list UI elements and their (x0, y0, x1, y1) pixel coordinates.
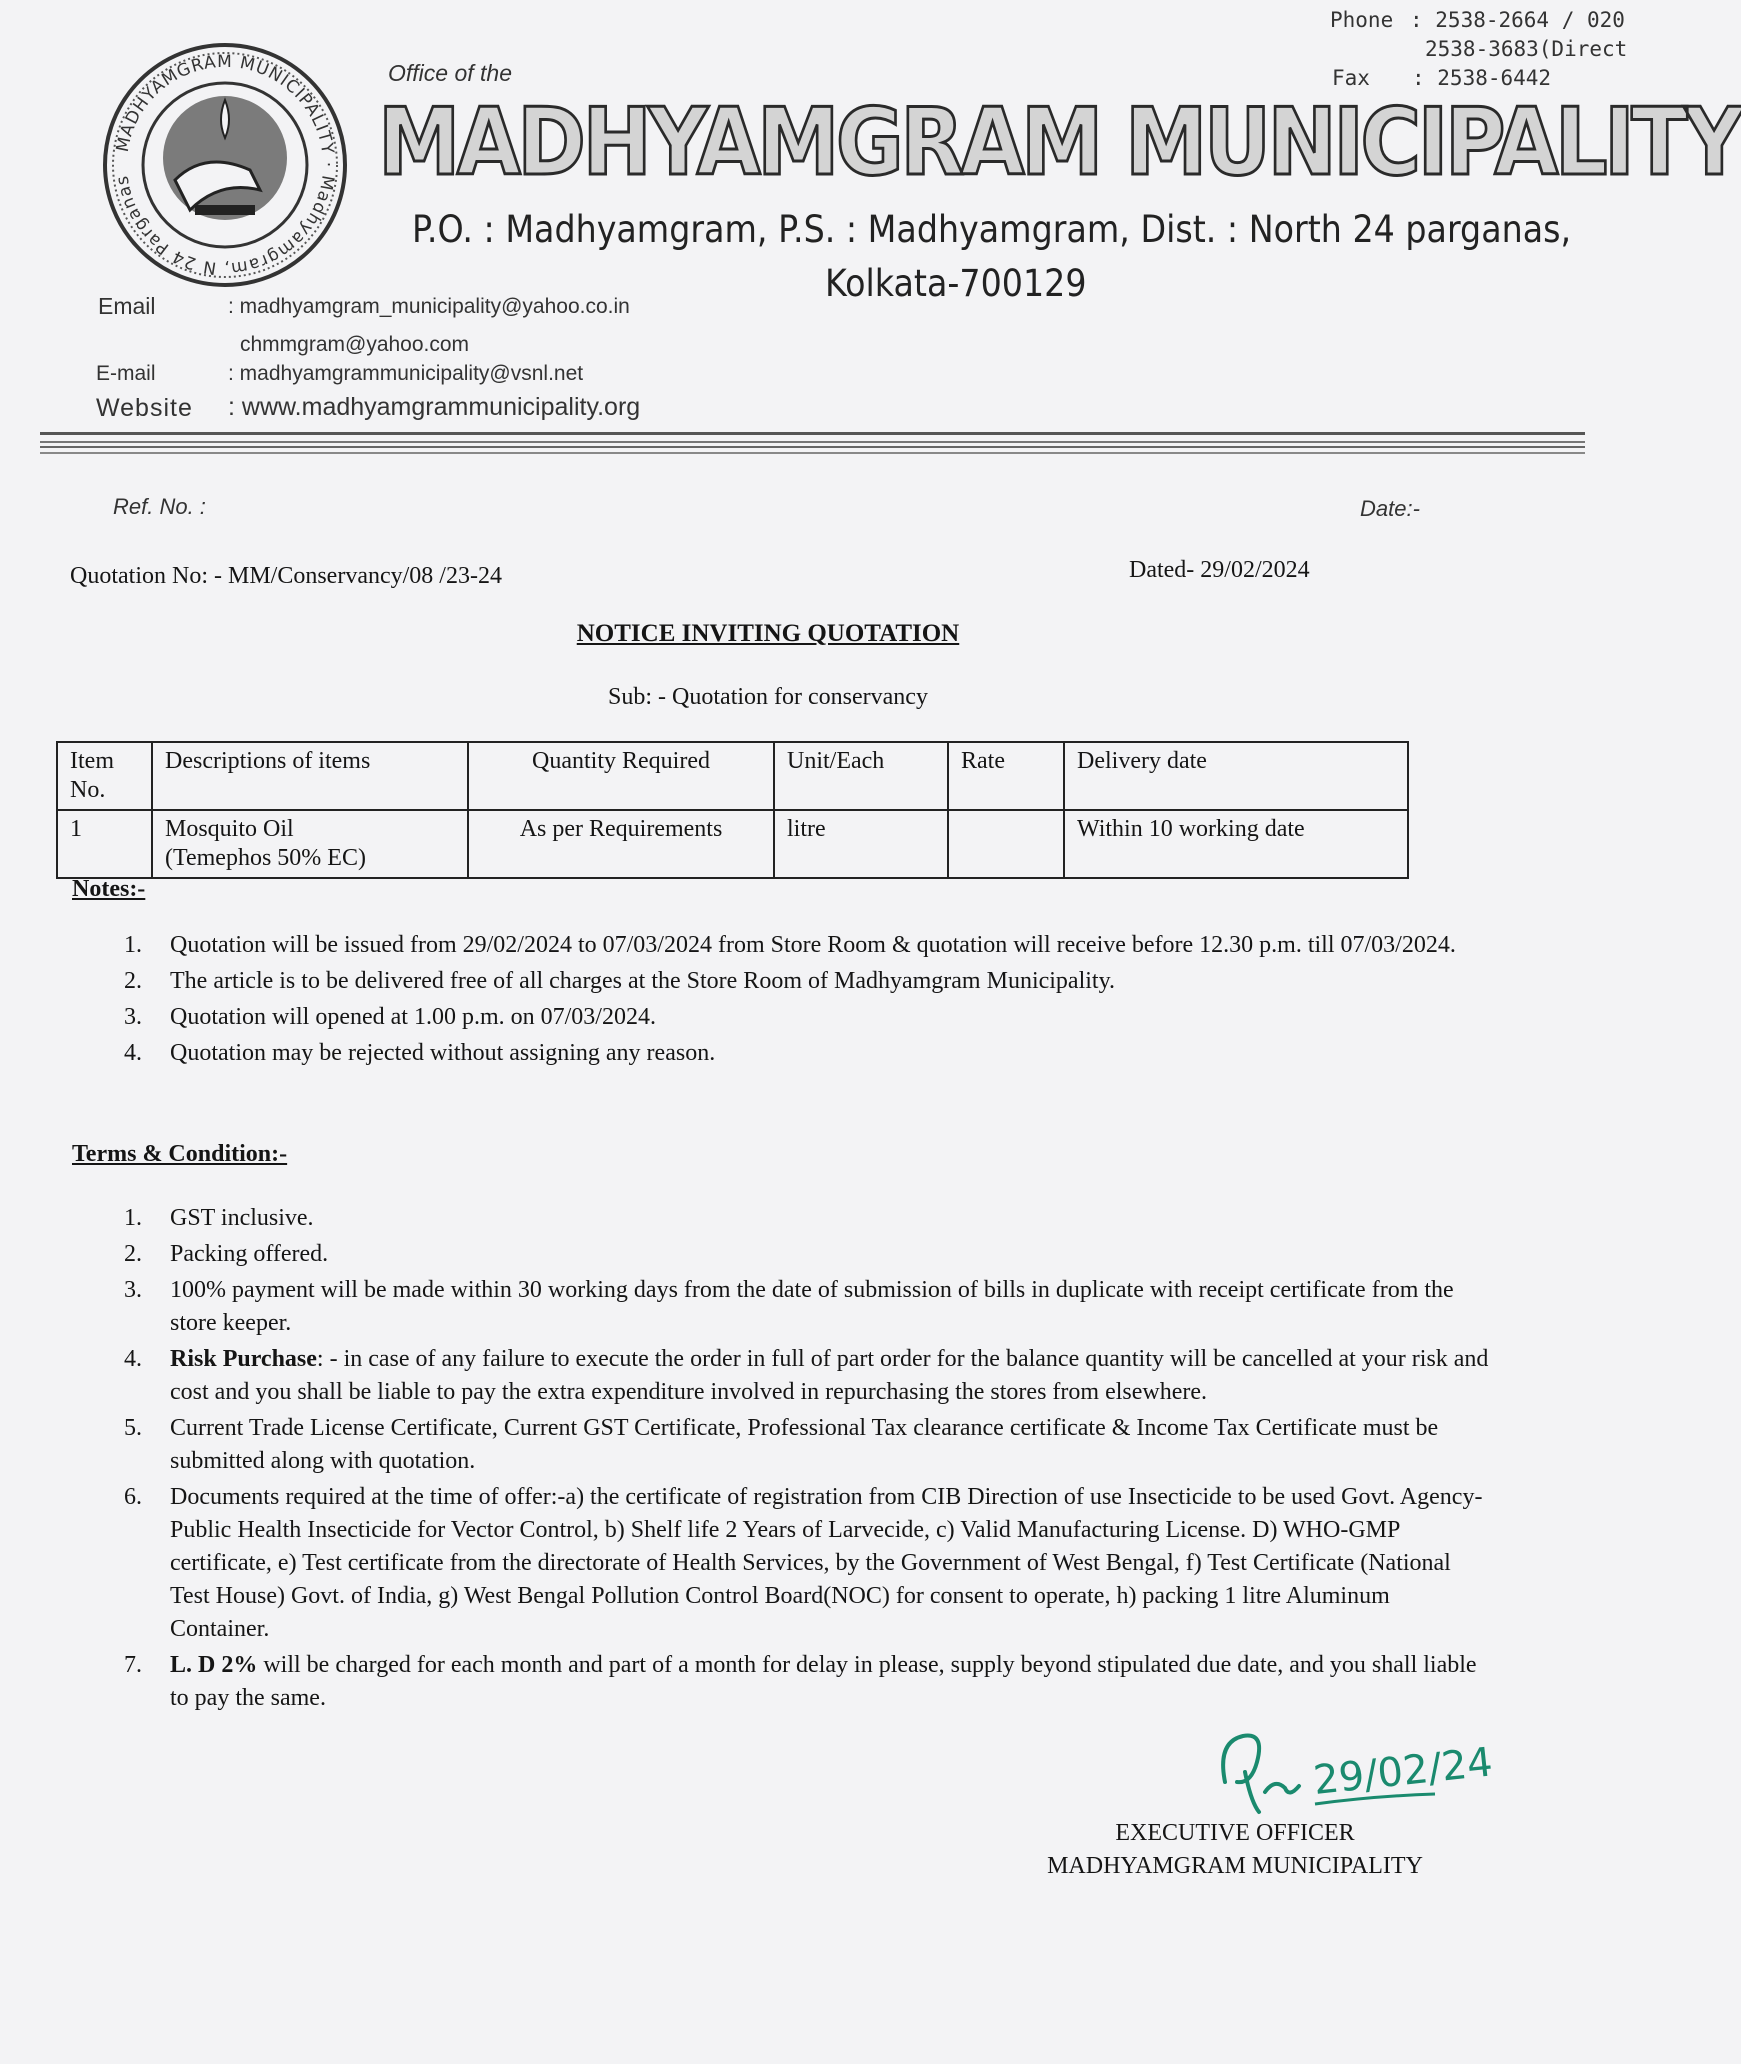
terms-list (112, 1202, 1492, 1718)
dated: Dated- 29/02/2024 (1129, 557, 1310, 583)
signatory-block (1000, 1817, 1470, 1883)
signatory-title: EXECUTIVE OFFICER (1115, 1820, 1355, 1846)
notes-list (112, 929, 1492, 1073)
header-quantity: Quantity Required (468, 742, 774, 810)
notes-heading: Notes:- (72, 876, 146, 902)
email-label: Email (98, 293, 156, 319)
term-text: Documents required at the time of offer:-a) the certificate of registration from CIB Direction of use Insecticide to be used Govt. Agency- Public Health Insecticide for Vector Control, b) Shelf life 2 Years of Larvecide, c) Valid Manufacturing License. D) WHO-GMP certificate, e) Test certificate from the directorate of Health Services, by the Government of West Bengal, f) Test Certificate (National Test House) Govt. of India, g) West Bengal Pollution Control Board(NOC) for consent to operate, h) packing 1 litre Aluminum Container. (170, 1484, 1483, 1642)
header-divider-secondary (40, 446, 1585, 454)
address-line-2: Kolkata-700129 (825, 262, 1087, 305)
office-of-label: Office of the (388, 60, 513, 86)
terms-heading: Terms & Condition:- (72, 1141, 288, 1167)
note-text: The article is to be delivered free of all charges at the Store Room of Madhyamgram Municipality. (170, 968, 1116, 994)
municipality-name: MADHYAMGRAM MUNICIPALITY (378, 88, 1741, 196)
items-table (56, 741, 1409, 879)
municipality-seal (100, 40, 350, 290)
header-delivery: Delivery date (1064, 742, 1408, 810)
phone-label: Phone (1330, 8, 1394, 32)
term-bold-label: L. D 2% (170, 1652, 258, 1678)
handwritten-signature (1215, 1722, 1495, 1832)
phone-row-2 (1330, 35, 1627, 64)
list-item: 4. Risk Purchase: - in case of any failure to execute the order in full of part order for the balance quantity will be cancelled at your risk and cost and you shall be liable to pay the extra expenditure involved in repurchasing the stores from elsewhere. (124, 1346, 1489, 1405)
phone-value-2: 2538-3683(Direct (1425, 37, 1628, 61)
phone-value: : 2538-2664 / 020 (1410, 8, 1625, 32)
fax-row (1330, 64, 1627, 93)
list-item: 1. Quotation will be issued from 29/02/2024 to 07/03/2024 from Store Room & quotation will receive before 12.30 p.m. till 07/03/2024. (124, 932, 1456, 958)
phone-row (1330, 6, 1627, 35)
ref-no-label: Ref. No. : (113, 494, 206, 519)
signatory-org: MADHYAMGRAM MUNICIPALITY (1047, 1853, 1423, 1879)
list-item: 1. GST inclusive. (124, 1205, 314, 1231)
list-item: 5. Current Trade License Certificate, Current GST Certificate, Professional Tax clearance certificate & Income Tax Certificate must be submitted along with quotation. (124, 1415, 1439, 1474)
cell-rate (948, 810, 1064, 878)
date-label: Date:- (1360, 496, 1420, 521)
list-item: 6. Documents required at the time of offer:-a) the certificate of registration from CIB Direction of use Insecticide to be used Govt. Agency- Public Health Insecticide for Vector Control, b) Shelf life 2 Years of Larvecide, c) Valid Manufacturing License. D) WHO-GMP certificate, e) Test certificate from the directorate of Health Services, by the Government of West Bengal, f) Test Certificate (National Test House) Govt. of India, g) West Bengal Pollution Control Board(NOC) for consent to operate, h) packing 1 litre Aluminum Container. (124, 1484, 1483, 1642)
term-text: Current Trade License Certificate, Current GST Certificate, Professional Tax clearance certificate & Income Tax Certificate must be submitted along with quotation. (170, 1415, 1439, 1474)
header-rate: Rate (948, 742, 1064, 810)
website-value: : www.madhyamgrammunicipality.org (228, 393, 641, 421)
list-item: 4. Quotation may be rejected without assigning any reason. (124, 1040, 716, 1066)
list-item: 7. L. D 2% will be charged for each month and part of a month for delay in please, supply beyond stipulated due date, and you shall liable to pay the same. (124, 1652, 1477, 1711)
cell-description-line1: Mosquito Oil (165, 816, 294, 842)
note-text: Quotation may be rejected without assigning any reason. (170, 1040, 716, 1066)
quotation-number: Quotation No: - MM/Conservancy/08 /23-24 (70, 563, 502, 589)
email2-value: : madhyamgrammunicipality@vsnl.net (228, 362, 584, 385)
cell-delivery: Within 10 working date (1064, 810, 1408, 878)
header-description: Descriptions of items (152, 742, 468, 810)
term-text: will be charged for each month and part of a month for delay in please, supply beyond stipulated due date, and you shall liable to pay the same. (170, 1652, 1477, 1711)
email-value-1: : madhyamgram_municipality@yahoo.co.in (228, 295, 630, 318)
header-item-no: Item No. (57, 742, 152, 810)
term-text: Packing offered. (170, 1241, 329, 1267)
term-text: GST inclusive. (170, 1205, 314, 1231)
fax-label: Fax (1332, 66, 1370, 90)
term-text: : - in case of any failure to execute the order in full of part order for the balance quantity will be cancelled at your risk and cost and you shall be liable to pay the extra expenditure involved in repurchasing the stores from elsewhere. (170, 1346, 1489, 1405)
svg-text:MADHYAMGRAM MUNICIPALITY · Mad: MADHYAMGRAM MUNICIPALITY · Madhyamgram, N 24 Parganas (112, 51, 339, 279)
list-item: 2. Packing offered. (124, 1241, 329, 1267)
contact-block (1330, 6, 1627, 93)
header-divider (40, 432, 1585, 443)
email-value-2: chmmgram@yahoo.com (240, 333, 470, 356)
fax-value: : 2538-6442 (1412, 66, 1552, 90)
note-text: Quotation will be issued from 29/02/2024 to 07/03/2024 from Store Room & quotation will receive before 12.30 p.m. till 07/03/2024. (170, 932, 1456, 958)
website-label: Website (96, 394, 193, 422)
email2-label: E-mail (96, 362, 156, 385)
notice-title: NOTICE INVITING QUOTATION (576, 620, 960, 647)
table-header-row (57, 742, 1408, 810)
cell-item-no: 1 (57, 810, 152, 878)
cell-description (152, 810, 468, 878)
header-unit: Unit/Each (774, 742, 948, 810)
signature-date: 29/02/24 (1311, 1739, 1495, 1804)
notice-subject: Sub: - Quotation for conservancy (608, 684, 928, 710)
term-text: 100% payment will be made within 30 working days from the date of submission of bills in duplicate with receipt certificate from the store keeper. (170, 1277, 1454, 1336)
term-bold-label: Risk Purchase (170, 1346, 317, 1372)
list-item: 2. The article is to be delivered free of all charges at the Store Room of Madhyamgram Municipality. (124, 968, 1116, 994)
cell-description-line2: (Temephos 50% EC) (165, 845, 366, 871)
list-item: 3. 100% payment will be made within 30 working days from the date of submission of bills in duplicate with receipt certificate from the store keeper. (124, 1277, 1454, 1336)
address-line-1: P.O. : Madhyamgram, P.S. : Madhyamgram, Dist. : North 24 parganas, (412, 208, 1572, 251)
table-row (57, 810, 1408, 878)
cell-quantity: As per Requirements (468, 810, 774, 878)
cell-unit: litre (774, 810, 948, 878)
note-text: Quotation will opened at 1.00 p.m. on 07/03/2024. (170, 1004, 656, 1030)
list-item: 3. Quotation will opened at 1.00 p.m. on 07/03/2024. (124, 1004, 656, 1030)
